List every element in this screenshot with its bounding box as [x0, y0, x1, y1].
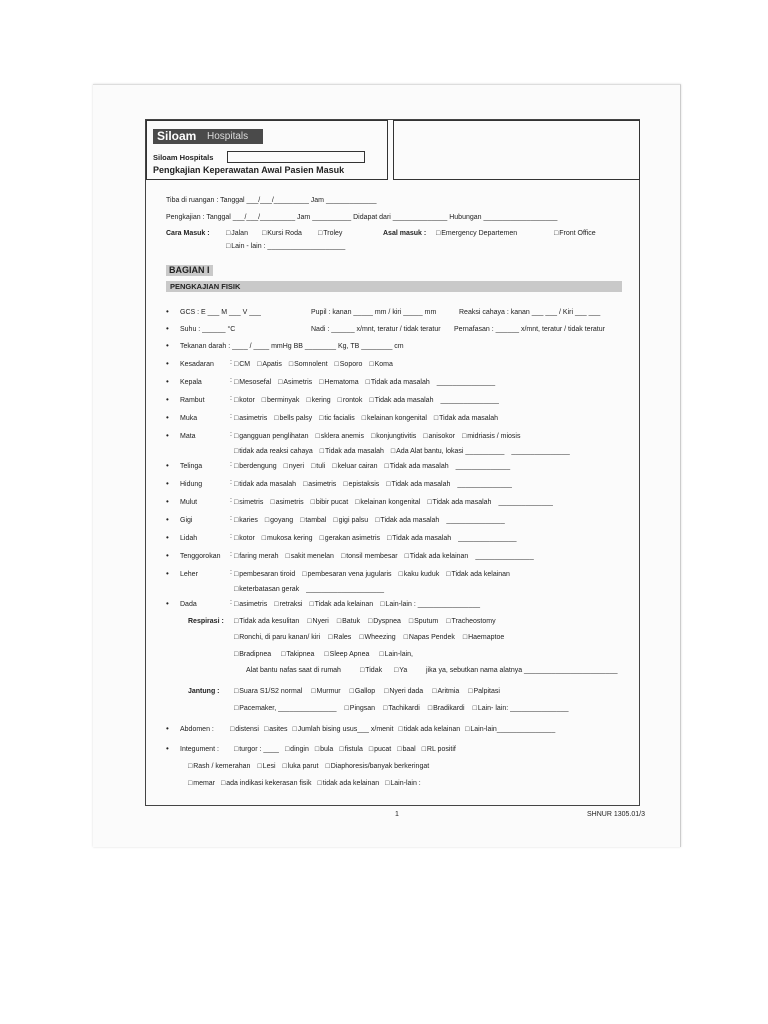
vital-pupil: Pupil : kanan _____ mm / kiri _____ mm: [311, 309, 437, 316]
row-dada-option-1[interactable]: □ retraksi: [274, 600, 302, 609]
row-tenggorokan-option-3[interactable]: □ Tidak ada kelainan: [405, 552, 469, 561]
form-code: SHNUR 1305.01/3: [587, 811, 645, 818]
row-separator: :: [230, 359, 232, 366]
integument-label: Integument :: [180, 746, 219, 753]
jantung-label: Jantung :: [188, 688, 220, 695]
row-kepala-option-1[interactable]: □ Asimetris: [278, 378, 312, 387]
abdomen-option-2[interactable]: □ Jumlah bising usus___ x/menit: [293, 725, 394, 734]
integument-l1-option-2[interactable]: □ bula: [315, 745, 333, 754]
row-mata-option-0[interactable]: □ gangguan penglihatan: [234, 432, 309, 441]
integument-l1-option-5[interactable]: □ baal: [397, 745, 415, 754]
row-rambut-option-3[interactable]: □ rontok: [338, 396, 363, 405]
integument-l1-option-4[interactable]: □ pucat: [369, 745, 391, 754]
row-mata-l2-option-1[interactable]: □ Tidak ada masalah: [320, 447, 384, 456]
row-rambut-option-0[interactable]: □ kotor: [234, 396, 255, 405]
bullet: •: [166, 724, 169, 733]
vital-nafas: Pernafasan : ______ x/mnt, teratur / tidak teratur: [454, 326, 605, 333]
respirasi-l2-option-1[interactable]: □ Rales: [328, 633, 351, 642]
bullet: •: [166, 569, 169, 578]
row-tenggorokan-option-4[interactable]: _______________: [475, 553, 534, 560]
jantung-l1-option-2[interactable]: □ Gallop: [350, 687, 375, 696]
row-kepala-option-4[interactable]: _______________: [436, 379, 496, 386]
bullet: •: [166, 533, 169, 542]
row-hidung-option-1[interactable]: □ asimetris: [303, 480, 336, 489]
row-hidung-option-0[interactable]: □ tidak ada masalah: [234, 480, 296, 489]
row-rambut-option-1[interactable]: □ berminyak: [262, 396, 300, 405]
row-mulut-option-5[interactable]: ______________: [498, 499, 553, 506]
page-number: 1: [395, 811, 399, 818]
row-separator: :: [230, 479, 232, 486]
arrival-pengkajian: Pengkajian : Tanggal ___/___/_________ Jam __________ Didapat dari ______________ Hubungan ___________________: [166, 214, 558, 221]
row-separator: :: [230, 413, 232, 420]
cara-opt-troley[interactable]: □ Troley: [318, 229, 342, 238]
row-label-mulut: Mulut: [180, 499, 198, 506]
form-title: Pengkajian Keperawatan Awal Pasien Masuk: [153, 165, 345, 175]
jantung-l1-option-5[interactable]: □ Palpitasi: [468, 687, 500, 696]
bullet: •: [166, 744, 169, 753]
row-hidung-option-4[interactable]: ______________: [457, 481, 512, 488]
row-lidah-option-2[interactable]: □ gerakan asimetris: [320, 534, 380, 543]
row-hidung-option-2[interactable]: □ epistaksis: [343, 480, 379, 489]
row-mata-l2-option-3[interactable]: _______________: [511, 448, 570, 455]
logo-siloam: Siloam: [157, 129, 197, 143]
jantung-l1-option-3[interactable]: □ Nyeri dada: [384, 687, 423, 696]
integument-l2-option-2[interactable]: □ luka parut: [283, 762, 319, 771]
cara-masuk-label: Cara Masuk :: [166, 230, 210, 237]
row-rambut-option-4[interactable]: □ Tidak ada masalah: [369, 396, 433, 405]
vital-suhu: Suhu : ______ °C: [180, 326, 236, 333]
row-telinga-option-4[interactable]: □ Tidak ada masalah: [385, 462, 449, 471]
jantung-l2-option-3[interactable]: □ Bradikardi: [428, 704, 465, 713]
row-muka-option-2[interactable]: □ tic facialis: [319, 414, 355, 423]
form-border: [145, 119, 640, 806]
cara-opt-lain[interactable]: □ Lain - lain : ____________________: [226, 242, 345, 251]
respirasi-l3-option-2[interactable]: □ Sleep Apnea: [324, 650, 369, 659]
jantung-l1-option-1[interactable]: □ Murmur: [311, 687, 340, 696]
row-kesadaran-option-4[interactable]: □ Koma: [369, 360, 393, 369]
bullet: •: [166, 359, 169, 368]
row-kesadaran-option-3[interactable]: □ Soporo: [335, 360, 363, 369]
row-gigi-option-5[interactable]: _______________: [446, 517, 505, 524]
integument-l3-option-3[interactable]: □ Lain-lain :: [385, 779, 421, 788]
bagian-heading: BAGIAN I: [166, 265, 213, 276]
row-mulut-option-0[interactable]: □ simetris: [234, 498, 263, 507]
row-dada-option-2[interactable]: □ Tidak ada kelainan: [309, 600, 373, 609]
bullet: •: [166, 395, 169, 404]
row-mulut-option-3[interactable]: □ kelainan kongenital: [355, 498, 420, 507]
bullet: •: [166, 515, 169, 524]
integument-l1-option-3[interactable]: □ fistula: [339, 745, 363, 754]
row-separator: :: [230, 533, 232, 540]
integument-l2-option-1[interactable]: □ Lesi: [257, 762, 275, 771]
row-mata-option-3[interactable]: □ anisokor: [423, 432, 455, 441]
respirasi-l1-option-1[interactable]: □ Nyeri: [307, 617, 329, 626]
row-label-dada: Dada: [180, 601, 197, 608]
jantung-l2-option-2[interactable]: □ Tachikardi: [383, 704, 420, 713]
bullet: •: [166, 377, 169, 386]
respirasi-alat-tidak[interactable]: □ Tidak: [360, 666, 382, 675]
header-left-box: [146, 120, 388, 180]
integument-l1-option-1[interactable]: □ dingin: [285, 745, 309, 754]
row-dada-option-0[interactable]: □ asimetris: [234, 600, 267, 609]
row-rambut-option-2[interactable]: □ kering: [306, 396, 330, 405]
bullet: •: [166, 479, 169, 488]
respirasi-l1-option-4[interactable]: □ Sputum: [409, 617, 438, 626]
patient-label-box[interactable]: [393, 120, 640, 180]
row-label-hidung: Hidung: [180, 481, 203, 488]
respirasi-l3-option-1[interactable]: □ Takipnea: [281, 650, 314, 659]
row-dada-option-3[interactable]: □ Lain-lain : ________________: [380, 600, 480, 609]
row-leher-option-1[interactable]: □ pembesaran vena jugularis: [302, 570, 391, 579]
row-separator: :: [230, 431, 232, 438]
row-lidah-option-3[interactable]: □ Tidak ada masalah: [387, 534, 451, 543]
respirasi-l3-option-3[interactable]: □ Lain-lain,: [379, 650, 413, 659]
row-separator: :: [230, 497, 232, 504]
hospital-label: Siloam Hospitals: [153, 153, 214, 162]
row-leher-l2-option-0[interactable]: □ keterbatasan gerak: [234, 585, 299, 594]
row-muka-option-3[interactable]: □ kelainan kongenital: [362, 414, 427, 423]
respirasi-l3-option-0[interactable]: □ Bradipnea: [234, 650, 271, 659]
row-mata-l2-option-0[interactable]: □ tidak ada reaksi cahaya: [234, 447, 313, 456]
row-mata-option-2[interactable]: □ konjungtivitis: [371, 432, 416, 441]
respirasi-alat: Alat bantu nafas saat di rumah: [246, 667, 341, 674]
row-muka-option-1[interactable]: □ bells palsy: [274, 414, 312, 423]
row-label-gigi: Gigi: [180, 517, 193, 524]
bullet: •: [166, 341, 169, 350]
form-page: [93, 84, 681, 847]
cara-opt-jalan[interactable]: □ Jalan: [226, 229, 248, 238]
respirasi-l2-option-2[interactable]: □ Wheezing: [359, 633, 395, 642]
bullet: •: [166, 324, 169, 333]
row-leher-option-0[interactable]: □ pembesaran tiroid: [234, 570, 295, 579]
integument-l2-option-0[interactable]: □ Rash / kemerahan: [188, 762, 250, 771]
row-mata-l2-option-2[interactable]: □ Ada Alat bantu, lokasi __________: [391, 447, 504, 456]
asal-opt-frontoffice[interactable]: □ Front Office: [554, 229, 596, 238]
row-hidung-option-3[interactable]: □ Tidak ada masalah: [386, 480, 450, 489]
jantung-l2-option-1[interactable]: □ Pingsan: [345, 704, 376, 713]
respirasi-l1-option-0[interactable]: □ Tidak ada kesulitan: [234, 617, 299, 626]
row-gigi-option-0[interactable]: □ karies: [234, 516, 258, 525]
hospital-name-field[interactable]: [227, 151, 365, 163]
row-tenggorokan-option-2[interactable]: □ tonsil membesar: [341, 552, 398, 561]
vital-gcs: GCS : E ___ M ___ V ___: [180, 309, 261, 316]
row-kepala-option-3[interactable]: □ Tidak ada masalah: [366, 378, 430, 387]
respirasi-l2-option-4[interactable]: □ Haemaptoe: [463, 633, 504, 642]
respirasi-l1-option-3[interactable]: □ Dyspnea: [368, 617, 401, 626]
bullet: •: [166, 461, 169, 470]
row-telinga-option-0[interactable]: □ berdengung: [234, 462, 277, 471]
respirasi-l2-option-0[interactable]: □ Ronchi, di paru kanan/ kiri: [234, 633, 320, 642]
row-telinga-option-1[interactable]: □ nyeri: [284, 462, 304, 471]
bullet: •: [166, 551, 169, 560]
pengkajian-fisik-heading: PENGKAJIAN FISIK: [170, 282, 241, 291]
row-label-tenggorokan: Tenggorokan: [180, 553, 221, 560]
bullet: •: [166, 497, 169, 506]
row-separator: :: [230, 551, 232, 558]
row-tenggorokan-option-0[interactable]: □ faring merah: [234, 552, 279, 561]
row-lidah-option-0[interactable]: □ kotor: [234, 534, 255, 543]
row-label-kepala: Kepala: [180, 379, 202, 386]
row-label-lidah: Lidah: [180, 535, 198, 542]
row-kesadaran-option-1[interactable]: □ Apatis: [257, 360, 282, 369]
row-mulut-option-2[interactable]: □ bibir pucat: [311, 498, 349, 507]
row-separator: :: [230, 395, 232, 402]
row-leher-l2-option-1[interactable]: ____________________: [306, 586, 385, 593]
row-label-rambut: Rambut: [180, 397, 205, 404]
integument-l1-option-6[interactable]: □ RL positif: [422, 745, 456, 754]
cara-opt-kursi[interactable]: □ Kursi Roda: [262, 229, 302, 238]
abdomen-option-1[interactable]: □ asites: [264, 725, 288, 734]
arrival-tiba: Tiba di ruangan : Tanggal ___/___/_________ Jam _____________: [166, 197, 377, 204]
row-label-mata: Mata: [180, 433, 196, 440]
row-label-kesadaran: Kesadaran: [180, 361, 214, 368]
row-gigi-option-3[interactable]: □ gigi palsu: [333, 516, 368, 525]
respirasi-l1-option-2[interactable]: □ Batuk: [337, 617, 360, 626]
jantung-l1-option-0[interactable]: □ Suara S1/S2 normal: [234, 687, 302, 696]
respirasi-l1-option-5[interactable]: □ Tracheostomy: [446, 617, 495, 626]
row-separator: :: [230, 461, 232, 468]
abdomen-label: Abdomen :: [180, 726, 214, 733]
respirasi-label: Respirasi :: [188, 618, 224, 625]
abdomen-option-4[interactable]: □ Lain-lain_______________: [465, 725, 555, 734]
row-separator: :: [230, 515, 232, 522]
row-lidah-option-1[interactable]: □ mukosa kering: [262, 534, 313, 543]
bullet: •: [166, 431, 169, 440]
asal-opt-emergency[interactable]: □ Emergency Departemen: [436, 229, 517, 238]
row-leher-option-3[interactable]: □ Tidak ada kelainan: [446, 570, 510, 579]
asal-masuk-label: Asal masuk :: [383, 230, 427, 237]
jantung-l2-option-4[interactable]: □ Lain- lain: _______________: [473, 704, 569, 713]
row-kesadaran-option-2[interactable]: □ Somnolent: [289, 360, 328, 369]
row-kepala-option-0[interactable]: □ Mesosefal: [234, 378, 271, 387]
row-gigi-option-4[interactable]: □ Tidak ada masalah: [375, 516, 439, 525]
row-mulut-option-1[interactable]: □ asimetris: [270, 498, 303, 507]
row-rambut-option-5[interactable]: _______________: [440, 397, 499, 404]
row-label-telinga: Telinga: [180, 463, 203, 470]
row-kesadaran-option-0[interactable]: □ CM: [234, 360, 250, 369]
integument-l3-option-0[interactable]: □ memar: [188, 779, 215, 788]
row-tenggorokan-option-1[interactable]: □ sakit menelan: [286, 552, 334, 561]
vital-reaksi: Reaksi cahaya : kanan ___ ___ / Kiri ___ ___: [459, 309, 601, 316]
integument-l3-option-2[interactable]: □ tidak ada kelainan: [317, 779, 379, 788]
row-gigi-option-2[interactable]: □ tambal: [300, 516, 326, 525]
row-muka-option-4[interactable]: □ Tidak ada masalah: [434, 414, 498, 423]
row-label-leher: Leher: [180, 571, 198, 578]
row-gigi-option-1[interactable]: □ goyang: [265, 516, 293, 525]
bullet: •: [166, 599, 169, 608]
vital-nadi: Nadi : ______ x/mnt, teratur / tidak teratur: [311, 326, 441, 333]
respirasi-alat-tail: jika ya, sebutkan nama alatnya ________________________: [426, 667, 618, 674]
row-telinga-option-2[interactable]: □ tuli: [311, 462, 325, 471]
row-mulut-option-4[interactable]: □ Tidak ada masalah: [427, 498, 491, 507]
row-leher-option-2[interactable]: □ kaku kuduk: [399, 570, 440, 579]
respirasi-l2-option-3[interactable]: □ Napas Pendek: [404, 633, 455, 642]
respirasi-alat-ya[interactable]: □ Ya: [394, 666, 407, 675]
row-mata-option-1[interactable]: □ sklera anemis: [316, 432, 364, 441]
row-lidah-option-4[interactable]: _______________: [458, 535, 517, 542]
hospital-logo: [153, 129, 263, 144]
integument-l2-option-3[interactable]: □ Diaphoresis/banyak berkeringat: [326, 762, 430, 771]
logo-hospitals: Hospitals: [207, 131, 249, 142]
bullet: •: [166, 307, 169, 316]
row-label-muka: Muka: [180, 415, 198, 422]
row-mata-option-4[interactable]: □ midriasis / miosis: [462, 432, 521, 441]
row-muka-option-0[interactable]: □ asimetris: [234, 414, 267, 423]
jantung-l1-option-4[interactable]: □ Aritmia: [432, 687, 459, 696]
row-telinga-option-3[interactable]: □ keluar cairan: [332, 462, 377, 471]
integument-l1-option-0[interactable]: □ turgor : ____: [234, 745, 279, 754]
row-separator: :: [230, 377, 232, 384]
bullet: •: [166, 413, 169, 422]
row-separator: :: [230, 569, 232, 576]
integument-l3-option-1[interactable]: □ ada indikasi kekerasan fisik: [221, 779, 311, 788]
row-kepala-option-2[interactable]: □ Hematoma: [319, 378, 358, 387]
row-telinga-option-5[interactable]: ______________: [455, 463, 511, 470]
abdomen-option-0[interactable]: □ distensi: [230, 725, 259, 734]
abdomen-option-3[interactable]: □ tidak ada kelainan: [398, 725, 460, 734]
vital-tekanan: Tekanan darah : ____ / ____ mmHg BB ________ Kg, TB ________ cm: [180, 343, 404, 350]
row-separator: :: [230, 599, 232, 606]
jantung-l2-option-0[interactable]: □ Pacemaker, _______________: [234, 704, 337, 713]
